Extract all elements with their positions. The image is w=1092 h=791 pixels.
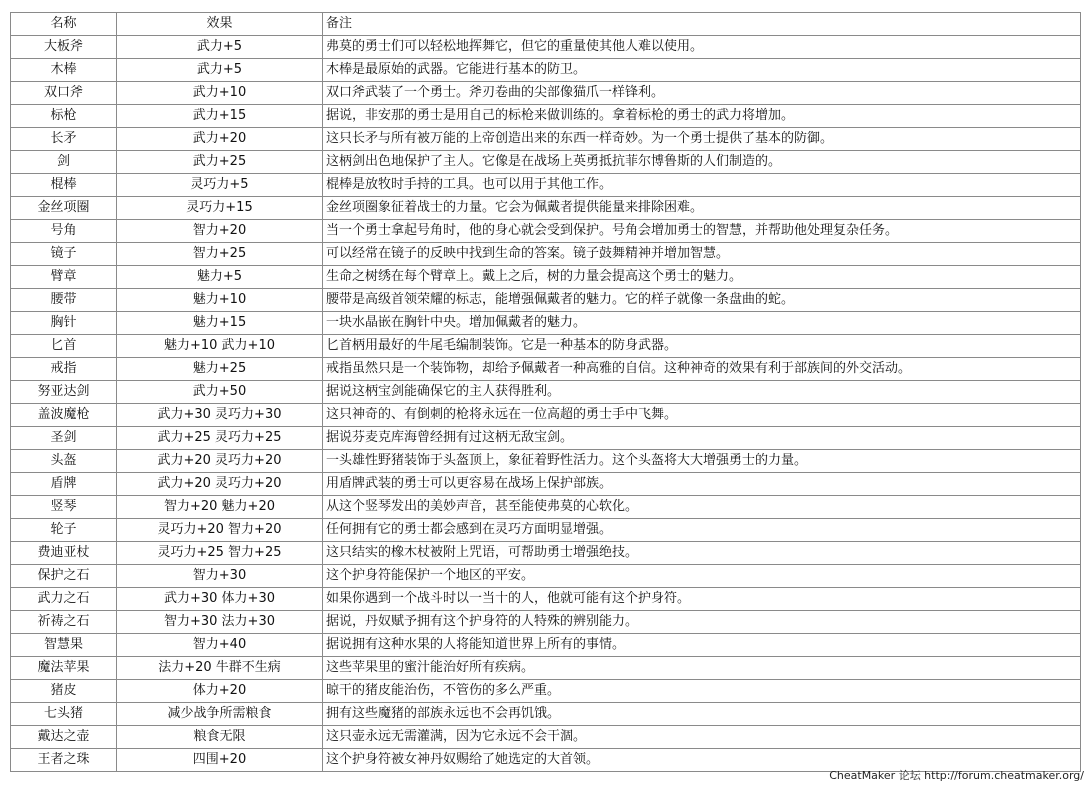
item-effect-cell: 灵巧力+5 [117, 174, 323, 197]
item-effect-cell: 智力+25 [117, 243, 323, 266]
item-effect-cell: 智力+20 [117, 220, 323, 243]
item-name-cell: 木棒 [11, 59, 117, 82]
item-effect-cell: 减少战争所需粮食 [117, 703, 323, 726]
item-note-cell: 双口斧武装了一个勇士。斧刃卷曲的尖部像猫爪一样锋利。 [323, 82, 1081, 105]
item-name-cell: 王者之珠 [11, 749, 117, 772]
item-note-cell: 任何拥有它的勇士都会感到在灵巧方面明显增强。 [323, 519, 1081, 542]
item-effect-cell: 灵巧力+25 智力+25 [117, 542, 323, 565]
item-name-cell: 标枪 [11, 105, 117, 128]
item-name-cell: 魔法苹果 [11, 657, 117, 680]
item-note-cell: 木棒是最原始的武器。它能进行基本的防卫。 [323, 59, 1081, 82]
item-effect-cell: 武力+15 [117, 105, 323, 128]
item-note-cell: 从这个竖琴发出的美妙声音，甚至能使弗莫的心软化。 [323, 496, 1081, 519]
table-row [11, 82, 1081, 105]
item-name-cell: 剑 [11, 151, 117, 174]
item-effect-cell: 武力+5 [117, 59, 323, 82]
item-note-cell: 这只长矛与所有被万能的上帝创造出来的东西一样奇妙。为一个勇士提供了基本的防御。 [323, 128, 1081, 151]
table-row [11, 197, 1081, 220]
item-name-cell: 戴达之壶 [11, 726, 117, 749]
item-name-cell: 镜子 [11, 243, 117, 266]
item-note-cell: 匕首柄用最好的牛尾毛编制装饰。它是一种基本的防身武器。 [323, 335, 1081, 358]
item-note-cell: 据说，非安那的勇士是用自己的标枪来做训练的。拿着标枪的勇士的武力将增加。 [323, 105, 1081, 128]
table-row [11, 36, 1081, 59]
header-note: 备注 [323, 13, 1081, 36]
item-effect-cell: 武力+25 灵巧力+25 [117, 427, 323, 450]
item-effect-cell: 武力+25 [117, 151, 323, 174]
item-effect-cell: 武力+20 灵巧力+20 [117, 450, 323, 473]
item-effect-cell: 魅力+10 武力+10 [117, 335, 323, 358]
item-name-cell: 头盔 [11, 450, 117, 473]
item-note-cell: 这个护身符被女神丹奴赐给了她选定的大首领。 [323, 749, 1081, 772]
item-name-cell: 腰带 [11, 289, 117, 312]
item-effect-cell: 法力+20 牛群不生病 [117, 657, 323, 680]
item-effect-cell: 智力+40 [117, 634, 323, 657]
item-name-cell: 费迪亚杖 [11, 542, 117, 565]
item-name-cell: 棍棒 [11, 174, 117, 197]
item-name-cell: 保护之石 [11, 565, 117, 588]
item-note-cell: 拥有这些魔猪的部族永远也不会再饥饿。 [323, 703, 1081, 726]
table-row [11, 59, 1081, 82]
table-row [11, 565, 1081, 588]
item-note-cell: 棍棒是放牧时手持的工具。也可以用于其他工作。 [323, 174, 1081, 197]
item-name-cell: 号角 [11, 220, 117, 243]
table-row [11, 680, 1081, 703]
item-name-cell: 智慧果 [11, 634, 117, 657]
item-name-cell: 七头猪 [11, 703, 117, 726]
item-name-cell: 轮子 [11, 519, 117, 542]
item-effect-cell: 智力+20 魅力+20 [117, 496, 323, 519]
item-note-cell: 用盾牌武装的勇士可以更容易在战场上保护部族。 [323, 473, 1081, 496]
table-row [11, 519, 1081, 542]
item-name-cell: 双口斧 [11, 82, 117, 105]
item-note-cell: 生命之树绣在每个臂章上。戴上之后，树的力量会提高这个勇士的魅力。 [323, 266, 1081, 289]
item-effect-cell: 体力+20 [117, 680, 323, 703]
header-effect: 效果 [117, 13, 323, 36]
item-effect-cell: 魅力+5 [117, 266, 323, 289]
item-table [10, 12, 1081, 772]
item-effect-cell: 武力+5 [117, 36, 323, 59]
item-effect-cell: 武力+30 灵巧力+30 [117, 404, 323, 427]
table-row [11, 473, 1081, 496]
item-name-cell: 努亚达剑 [11, 381, 117, 404]
watermark: CheatMaker 论坛 http://forum.cheatmaker.org/ [829, 769, 1084, 782]
table-row [11, 220, 1081, 243]
table-row [11, 703, 1081, 726]
table-row [11, 335, 1081, 358]
item-note-cell: 当一个勇士拿起号角时，他的身心就会受到保护。号角会增加勇士的智慧，并帮助他处理复杂任务。 [323, 220, 1081, 243]
table-row [11, 450, 1081, 473]
item-name-cell: 猪皮 [11, 680, 117, 703]
table-row [11, 151, 1081, 174]
table-row [11, 358, 1081, 381]
table-row [11, 496, 1081, 519]
item-note-cell: 据说，丹奴赋予拥有这个护身符的人特殊的辨别能力。 [323, 611, 1081, 634]
item-effect-cell: 武力+10 [117, 82, 323, 105]
item-name-cell: 长矛 [11, 128, 117, 151]
item-note-cell: 戒指虽然只是一个装饰物，却给予佩戴者一种高雅的自信。这种神奇的效果有利于部族间的外交活动。 [323, 358, 1081, 381]
table-row [11, 542, 1081, 565]
item-rows [11, 36, 1081, 772]
item-note-cell: 弗莫的勇士们可以轻松地挥舞它，但它的重量使其他人难以使用。 [323, 36, 1081, 59]
table-row [11, 588, 1081, 611]
item-note-cell: 一块水晶嵌在胸针中央。增加佩戴者的魅力。 [323, 312, 1081, 335]
item-name-cell: 胸针 [11, 312, 117, 335]
table-row [11, 266, 1081, 289]
item-name-cell: 匕首 [11, 335, 117, 358]
item-name-cell: 祈祷之石 [11, 611, 117, 634]
item-note-cell: 这只神奇的、有倒刺的枪将永远在一位高超的勇士手中飞舞。 [323, 404, 1081, 427]
item-note-cell: 这些苹果里的蜜汁能治好所有疾病。 [323, 657, 1081, 680]
item-effect-cell: 魅力+10 [117, 289, 323, 312]
item-effect-cell: 智力+30 [117, 565, 323, 588]
table-row [11, 657, 1081, 680]
item-name-cell: 大板斧 [11, 36, 117, 59]
item-name-cell: 盾牌 [11, 473, 117, 496]
item-note-cell: 这只壶永远无需灌满，因为它永远不会干涸。 [323, 726, 1081, 749]
table-row [11, 611, 1081, 634]
table-row [11, 289, 1081, 312]
item-note-cell: 这个护身符能保护一个地区的平安。 [323, 565, 1081, 588]
item-name-cell: 盖波魔枪 [11, 404, 117, 427]
table-row [11, 243, 1081, 266]
item-name-cell: 臂章 [11, 266, 117, 289]
table-row [11, 381, 1081, 404]
item-effect-cell: 灵巧力+15 [117, 197, 323, 220]
item-effect-cell: 魅力+15 [117, 312, 323, 335]
item-name-cell: 金丝项圈 [11, 197, 117, 220]
item-effect-cell: 四围+20 [117, 749, 323, 772]
item-effect-cell: 武力+20 灵巧力+20 [117, 473, 323, 496]
item-effect-cell: 武力+20 [117, 128, 323, 151]
item-effect-cell: 智力+30 法力+30 [117, 611, 323, 634]
item-note-cell: 可以经常在镜子的反映中找到生命的答案。镜子鼓舞精神并增加智慧。 [323, 243, 1081, 266]
item-effect-cell: 武力+30 体力+30 [117, 588, 323, 611]
item-name-cell: 武力之石 [11, 588, 117, 611]
header-row [11, 13, 1081, 36]
item-note-cell: 据说芬麦克库海曾经拥有过这柄无敌宝剑。 [323, 427, 1081, 450]
item-note-cell: 据说拥有这种水果的人将能知道世界上所有的事情。 [323, 634, 1081, 657]
item-name-cell: 圣剑 [11, 427, 117, 450]
table-row [11, 726, 1081, 749]
item-note-cell: 晾干的猪皮能治伤，不管伤的多么严重。 [323, 680, 1081, 703]
item-note-cell: 据说这柄宝剑能确保它的主人获得胜利。 [323, 381, 1081, 404]
table-row [11, 634, 1081, 657]
table-row [11, 128, 1081, 151]
table-row [11, 404, 1081, 427]
item-name-cell: 竖琴 [11, 496, 117, 519]
table-row [11, 312, 1081, 335]
item-note-cell: 这只结实的橡木杖被附上咒语，可帮助勇士增强绝技。 [323, 542, 1081, 565]
item-effect-cell: 粮食无限 [117, 726, 323, 749]
item-note-cell: 这柄剑出色地保护了主人。它像是在战场上英勇抵抗菲尔博鲁斯的人们制造的。 [323, 151, 1081, 174]
table-row [11, 427, 1081, 450]
item-effect-cell: 武力+50 [117, 381, 323, 404]
table-row [11, 105, 1081, 128]
header-name: 名称 [11, 13, 117, 36]
item-note-cell: 一头雄性野猪装饰于头盔顶上，象征着野性活力。这个头盔将大大增强勇士的力量。 [323, 450, 1081, 473]
item-note-cell: 如果你遇到一个战斗时以一当十的人，他就可能有这个护身符。 [323, 588, 1081, 611]
table-row [11, 174, 1081, 197]
item-effect-cell: 灵巧力+20 智力+20 [117, 519, 323, 542]
item-effect-cell: 魅力+25 [117, 358, 323, 381]
item-name-cell: 戒指 [11, 358, 117, 381]
item-note-cell: 腰带是高级首领荣耀的标志，能增强佩戴者的魅力。它的样子就像一条盘曲的蛇。 [323, 289, 1081, 312]
item-note-cell: 金丝项圈象征着战士的力量。它会为佩戴者提供能量来排除困难。 [323, 197, 1081, 220]
